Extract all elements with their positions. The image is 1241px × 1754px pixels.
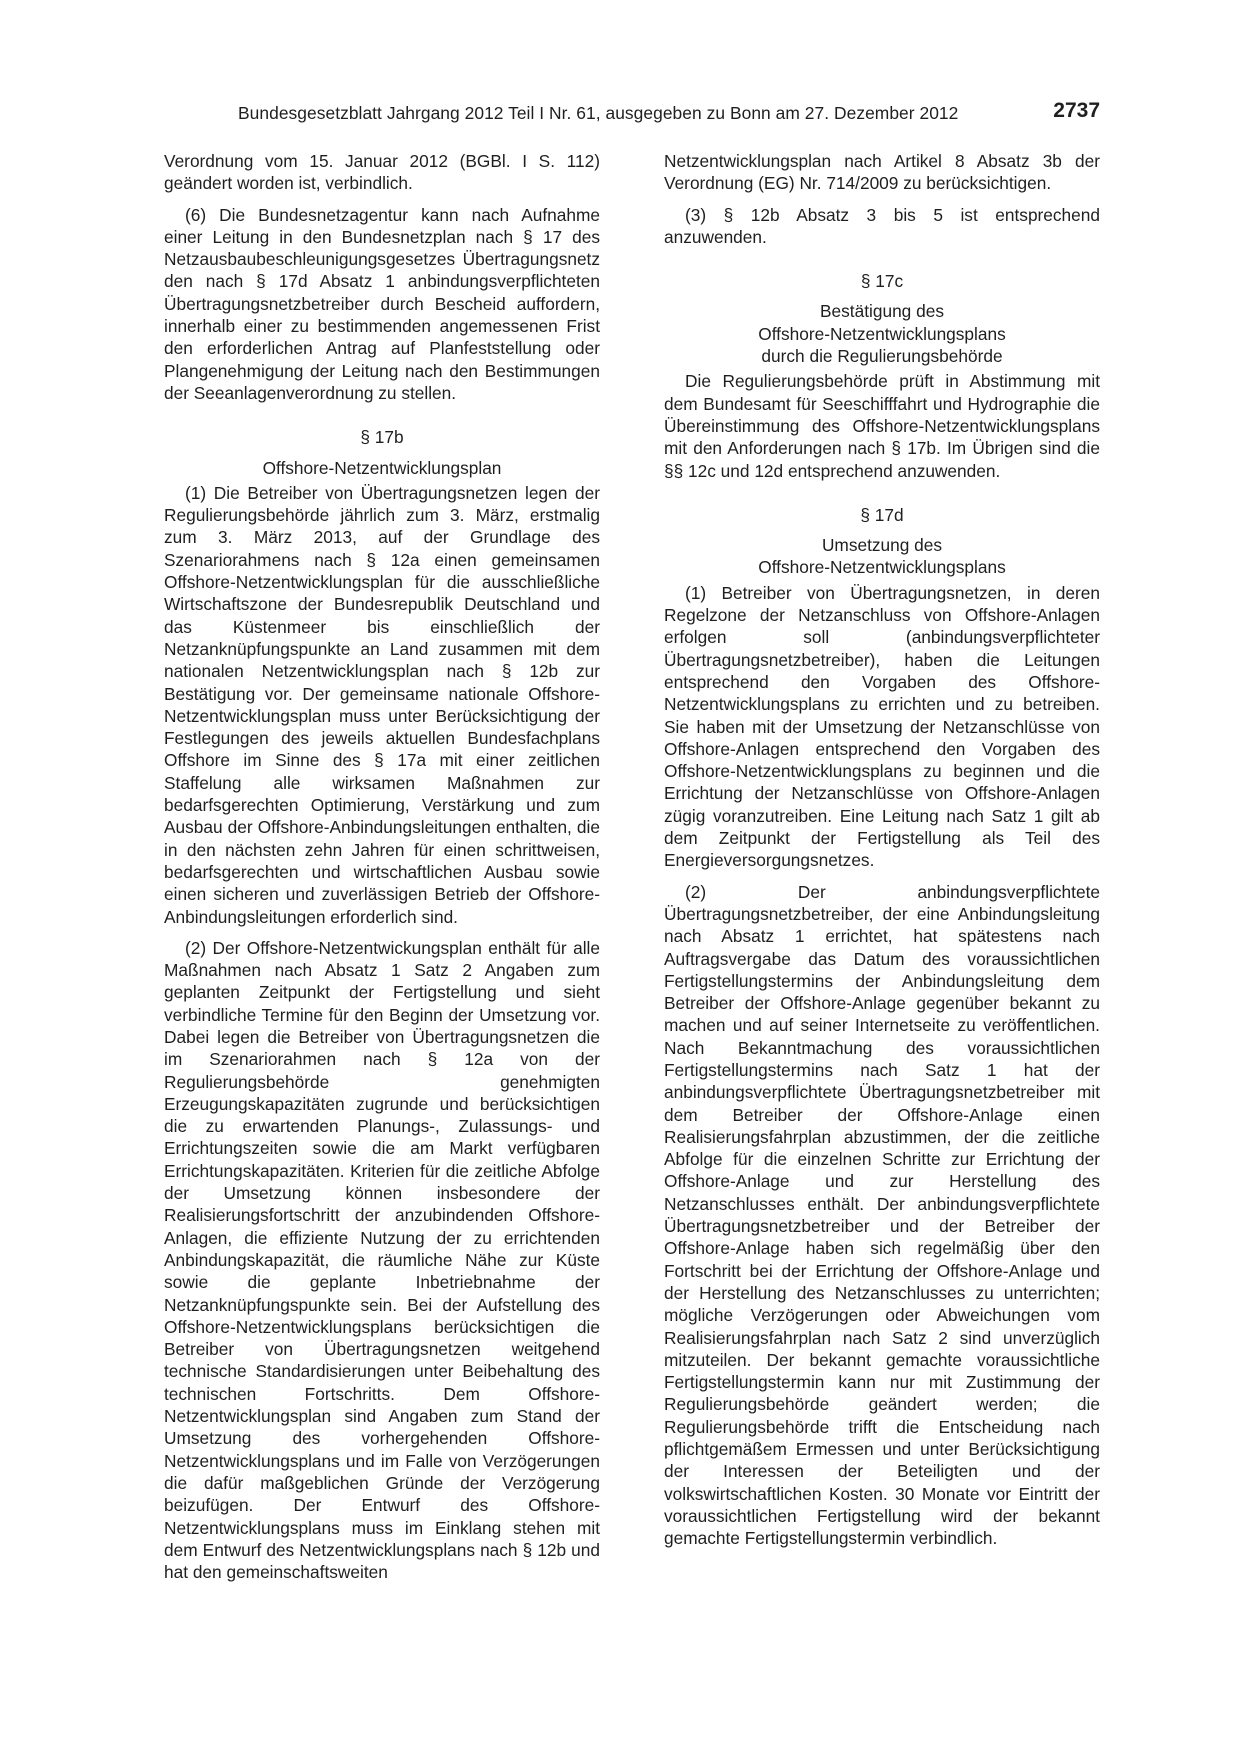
continued-paragraph: Verordnung vom 15. Januar 2012 (BGBl. I S. 112) geändert worden ist, verbindlich. xyxy=(164,151,600,194)
paragraph-6: (6) Die Bundesnetzagentur kann nach Aufnahme einer Leitung in den Bundesnetzplan nach § 17 des Netzausbaubeschleunigungsgesetzes Übertragungsnetz den nach § 17d Absatz 1 anbindungsverpflichteten Übertragungsnetzbetreiber durch Bescheid auffordern, innerhalb einer zu bestimmenden angemessenen Frist den erforderlichen Antrag auf Planfeststellung oder Plangenehmigung der Leitung nach den Bestimmungen der Seeanlagenverordnung zu stellen. xyxy=(164,204,600,403)
section-17c-paragraph: Die Regulierungsbehörde prüft in Abstimmung mit dem Bundesamt für Seeschifffahrt und Hydrographie die Übereinstimmung des Offshore-Netzentwicklungsplans mit den Anforderungen nach § 17b. Im Übrigen sind die §§ 12c und 12d entsprechend anzuwenden. xyxy=(664,371,1100,481)
right-column xyxy=(664,150,1100,1559)
section-17d-paragraph-1: (1) Betreiber von Übertragungsnetzen, in deren Regelzone der Netzanschluss von Offshore-Anlagen erfolgen soll (anbindungsverpflichteter Übertragungsnetzbetreiber), haben die Leitungen entsprechend den Vorgaben des Offshore-Netzentwicklungsplans zu errichten und zu betreiben. Sie haben mit der Umsetzung der Netzanschlüsse von Offshore-Anlagen entsprechend den Vorgaben des Offshore-Netzentwicklungsplans zu beginnen und die Errichtung der Netzanschlüsse von Offshore-Anlagen zügig voranzutreiben. Eine Leitung nach Satz 1 gilt ab dem Zeitpunkt der Fertigstellung als Teil des Energieversorgungsnetzes. xyxy=(664,582,1100,871)
section-17c-title-line-2: Offshore-Netzentwicklungsplans xyxy=(758,323,1006,344)
section-17c-title xyxy=(664,300,1100,367)
section-17d-title-line-2: Offshore-Netzentwicklungsplans xyxy=(758,557,1006,578)
section-17c-title-line-3: durch die Regulierungsbehörde xyxy=(761,346,1003,367)
section-17d-paragraph-2: (2) Der anbindungsverpflichtete Übertragungsnetzbetreiber, der eine Anbindungsleitung nach Absatz 1 errichtet, hat spätestens nach Auftragsvergabe das Datum des voraussichtlichen Fertigstellungstermins der Anbindungsleitung dem Betreiber der Offshore-Anlage gegenüber bekannt zu machen und auf seiner Internetseite zu veröffentlichen. Nach Bekanntmachung des voraussichtlichen Fertigstellungstermins nach Satz 1 hat der anbindungsverpflichtete Übertragungsnetzbetreiber mit dem Betreiber der Offshore-Anlage einen Realisierungsfahrplan abzustimmen, der die zeitliche Abfolge für die einzelnen Schritte zur Errichtung der Offshore-Anlage und zur Herstellung des Netzanschlusses enthält. Der anbindungsverpflichtete Übertragungsnetzbetreiber und der Betreiber der Offshore-Anlage haben sich regelmäßig über den Fortschritt bei der Errichtung der Offshore-Anlage und der Herstellung des Netzanschlusses zu unterrichten; mögliche Verzögerungen oder Abweichungen vom Realisierungsfahrplan nach Satz 2 sind unverzüglich mitzuteilen. Der bekannt gemachte voraussichtliche Fertigstellungstermin kann nur mit Zustimmung der Regulierungsbehörde geändert werden; die Regulierungsbehörde trifft die Entscheidung nach pflichtgemäßem Ermessen und unter Berücksichtigung der Interessen der Beteiligten und der volkswirtschaftlichen Kosten. 30 Monate vor Eintritt der voraussichtlichen Fertigstellung wird der bekannt gemachte Fertigstellungstermin verbindlich. xyxy=(664,881,1100,1549)
section-17c-number: § 17c xyxy=(860,271,904,292)
page-header xyxy=(238,99,1100,131)
section-17b-number: § 17b xyxy=(360,427,404,448)
continued-paragraph: Netzentwicklungsplan nach Artikel 8 Absatz 3b der Verordnung (EG) Nr. 714/2009 zu berücksichtigen. xyxy=(664,151,1100,194)
section-17b-paragraph-2: (2) Der Offshore-Netzentwickungsplan enthält für alle Maßnahmen nach Absatz 1 Satz 2 Angaben zum geplanten Zeitpunkt der Fertigstellung und sieht verbindliche Termine für den Beginn der Umsetzung vor. Dabei legen die Betreiber von Übertragungsnetzen die im Szenariorahmen nach § 12a von der Regulierungsbehörde genehmigten Erzeugungskapazitäten zugrunde und berücksichtigen die zu erwartenden Planungs-, Zulassungs- und Errichtungszeiten sowie die am Markt verfügbaren Errichtungskapazitäten. Kriterien für die zeitliche Abfolge der Umsetzung können insbesondere der Realisierungsfortschritt der anzubindenden Offshore-Anlagen, die effiziente Nutzung der zu errichtenden Anbindungskapazität, die räumliche Nähe zur Küste sowie die geplante Inbetriebnahme der Netzanknüpfungspunkte sein. Bei der Aufstellung des Offshore-Netzentwicklungsplans berücksichtigen die Betreiber von Übertragungsnetzen weitgehend technische Standardisierungen unter Beibehaltung des technischen Fortschritts. Dem Offshore-Netzentwicklungsplan sind Angaben zum Stand der Umsetzung des vorhergehenden Offshore-Netzentwicklungsplans und im Falle von Verzögerungen die dafür maßgeblichen Gründe der Verzögerung beizufügen. Der Entwurf des Offshore-Netzentwicklungsplans muss im Einklang stehen mit dem Entwurf des Netzentwicklungsplans nach § 12b und hat den gemeinschaftsweiten xyxy=(164,937,600,1583)
section-17d-number: § 17d xyxy=(860,504,904,525)
running-title: Bundesgesetzblatt Jahrgang 2012 Teil I Nr. 61, ausgegeben zu Bonn am 27. Dezember 2012 xyxy=(238,103,959,123)
left-column xyxy=(164,150,600,1592)
section-17c-title-line-1: Bestätigung des xyxy=(820,301,944,322)
section-17d-title xyxy=(664,534,1100,579)
page-number: 2737 xyxy=(1053,99,1100,122)
section-17b-title xyxy=(164,457,600,479)
section-17b-paragraph-1: (1) Die Betreiber von Übertragungsnetzen legen der Regulierungsbehörde jährlich zum 3. März, erstmalig zum 3. März 2013, auf der Grundlage des Szenariorahmens nach § 12a einen gemeinsamen Offshore-Netzentwicklungsplan für die ausschließliche Wirtschaftszone der Bundesrepublik Deutschland und das Küstenmeer bis einschließlich der Netzanknüpfungspunkte an Land zusammen mit dem nationalen Netzentwicklungsplan nach § 12b zur Bestätigung vor. Der gemeinsame nationale Offshore-Netzentwicklungsplan muss unter Berücksichtigung der Festlegungen des jeweils aktuellen Bundesfachplans Offshore im Sinne des § 17a mit einer zeitlichen Staffelung alle wirksamen Maßnahmen zur bedarfsgerechten Optimierung, Verstärkung und zum Ausbau der Offshore-Anbindungsleitungen enthalten, die in den nächsten zehn Jahren für einen schrittweisen, bedarfsgerechten und wirtschaftlichen Ausbau sowie einen sicheren und zuverlässigen Betrieb der Offshore-Anbindungsleitungen erforderlich sind. xyxy=(164,482,600,927)
paragraph-3: (3) § 12b Absatz 3 bis 5 ist entsprechend anzuwenden. xyxy=(664,204,1100,247)
section-17b-title-line: Offshore-Netzentwicklungsplan xyxy=(262,457,502,478)
section-17d-title-line-1: Umsetzung des xyxy=(821,535,943,556)
